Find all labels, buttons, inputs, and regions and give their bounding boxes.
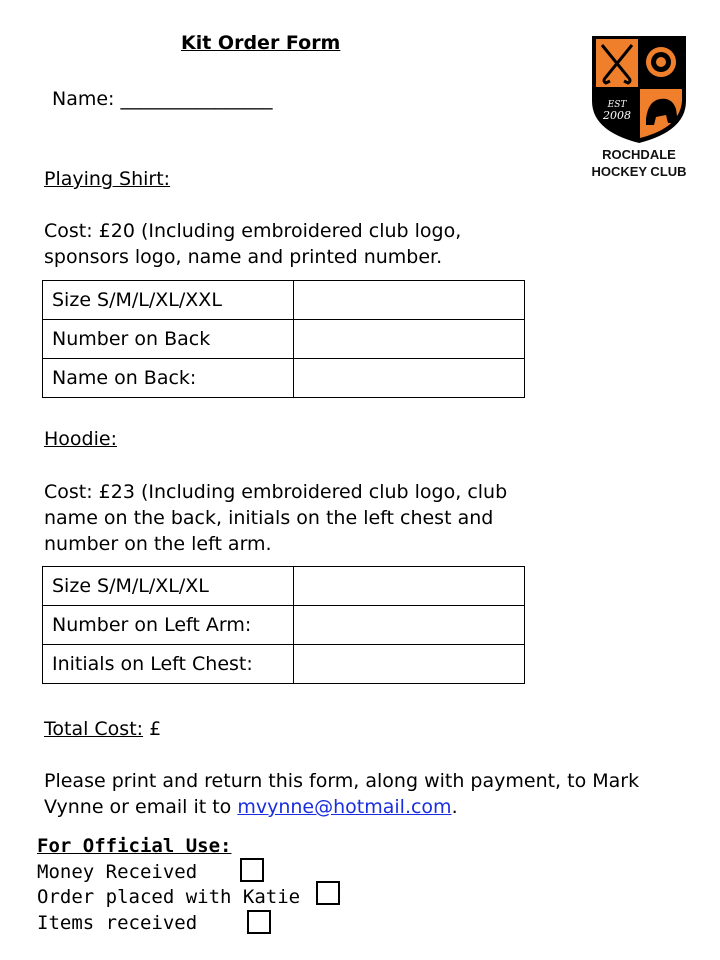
order-placed-checkbox[interactable] — [316, 881, 340, 905]
shirt-size-input[interactable] — [294, 281, 525, 320]
table-row — [43, 281, 525, 320]
table-row — [43, 320, 525, 359]
table-row — [43, 606, 525, 645]
table-row — [43, 359, 525, 398]
form-title: Kit Order Form — [181, 32, 341, 54]
official-item: Money Received — [37, 860, 198, 883]
shirt-name-input[interactable] — [294, 359, 525, 398]
hoodie-size-label: Size S/M/L/XL/XL — [43, 567, 294, 606]
official-heading: For Official Use: — [37, 835, 232, 857]
name-field[interactable]: Name: ________________ — [52, 88, 273, 110]
logo-line1: ROCHDALE — [602, 147, 676, 162]
shirt-size-label: Size S/M/L/XL/XXL — [43, 281, 294, 320]
logo-line2: HOCKEY CLUB — [591, 164, 687, 179]
shirt-heading: Playing Shirt: — [44, 168, 171, 190]
hoodie-initials-input[interactable] — [294, 645, 525, 684]
hoodie-cost: Cost: £23 (Including embroidered club logo, club name on the back, initials on the left chest and number on the left arm. — [44, 481, 508, 555]
items-received-checkbox[interactable] — [247, 910, 271, 934]
hoodie-initials-label: Initials on Left Chest: — [43, 645, 294, 684]
hoodie-arm-label: Number on Left Arm: — [43, 606, 294, 645]
shirt-number-label: Number on Back — [43, 320, 294, 359]
hoodie-heading: Hoodie: — [44, 428, 117, 450]
hoodie-table — [42, 566, 525, 684]
club-logo — [584, 31, 694, 186]
money-received-checkbox[interactable] — [240, 858, 264, 882]
shirt-number-input[interactable] — [294, 320, 525, 359]
shirt-name-label: Name on Back: — [43, 359, 294, 398]
shirt-cost: Cost: £20 (Including embroidered club logo, sponsors logo, name and printed number. — [44, 220, 462, 268]
table-row — [43, 567, 525, 606]
official-item: Order placed with Katie — [37, 886, 301, 908]
hoodie-arm-input[interactable] — [294, 606, 525, 645]
table-row — [43, 645, 525, 684]
svg-text:2008: 2008 — [603, 109, 631, 122]
total-cost — [44, 718, 161, 740]
total-currency: £ — [143, 718, 162, 740]
club-crest-icon — [584, 31, 694, 181]
return-note: Please print and return this form, along with payment, to Mark Vynne or email it to mvynne@hotmail.com. — [44, 770, 640, 818]
svg-text:EST: EST — [607, 100, 627, 110]
official-item: Items received — [37, 911, 198, 934]
total-cost-label: Total Cost: — [44, 718, 144, 740]
email-link[interactable]: mvynne@hotmail.com — [237, 796, 452, 818]
shirt-table — [42, 280, 525, 398]
hoodie-size-input[interactable] — [294, 567, 525, 606]
